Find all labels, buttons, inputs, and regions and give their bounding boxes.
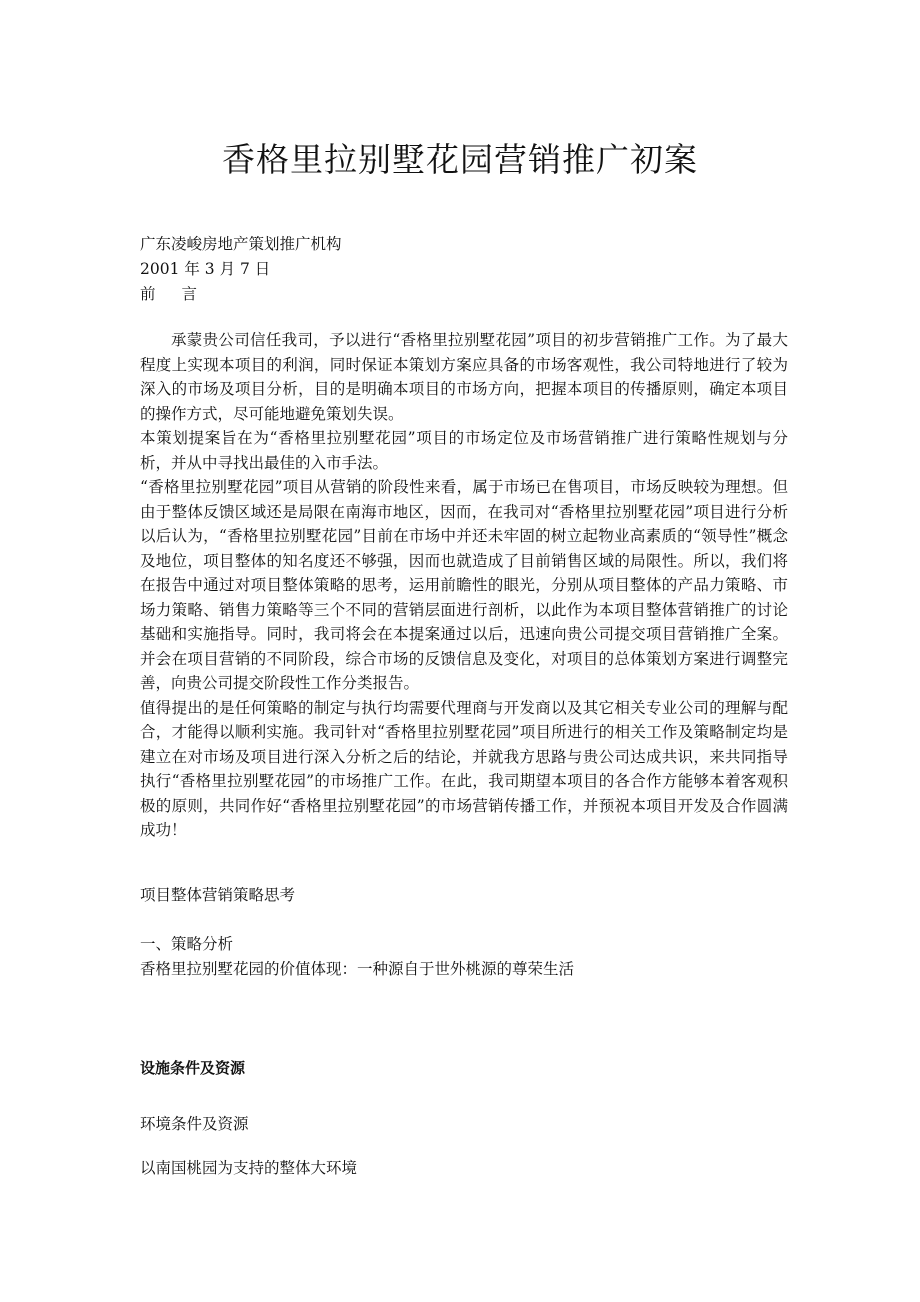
paragraph: 值得提出的是任何策略的制定与执行均需要代理商与开发商以及其它相关专业公司的理解与配合，才能得以顺利实施。我司针对“香格里拉别墅花园”项目所进行的相关工作及策略制定均是建立在对市场及项目进行深入分析之后的结论，并就我方思路与贵公司达成共识，来共同指导执行“香格里拉别墅花园”的市场推广工作。在此，我司期望本项目的各合作方能够本着客观积极的原则，共同作好“香格里拉别墅花园”的市场营销传播工作，并预祝本项目开发及合作圆满成功！ [140,698,788,839]
preface-heading-char-2: 言 [181,285,198,303]
environment-subheading: 以南国桃园为支持的整体大环境 [140,1159,358,1177]
organization-name: 广东凌峻房地产策划推广机构 [140,235,342,253]
document-date: 2001 年 3 月 7 日 [140,260,271,278]
paragraph: 承蒙贵公司信任我司，予以进行“香格里拉别墅花园”项目的初步营销推广工作。为了最大程度上实现本项目的利润，同时保证本策划方案应具备的市场客观性，我公司特地进行了较为深入的市场及项目分析，目的是明确本项目的市场方向，把握本项目的传播原则，确定本项目的操作方式，尽可能地避免策划失误。 [140,331,788,423]
document-title: 香格里拉别墅花园营销推广初案 [222,140,698,179]
value-statement: 香格里拉别墅花园的价值体现：一种源自于世外桃源的尊荣生活 [140,960,575,978]
paragraph: “香格里拉别墅花园”项目从营销的阶段性来看，属于市场已在售项目，市场反映较为理想。但由于整体反馈区域还是局限在南海市地区，因而，在我司对“香格里拉别墅花园”项目进行分析以后认为，“香格里拉别墅花园”目前在市场中并还未牢固的树立起物业高素质的“领导性”概念及地位，项目整体的知名度还不够强，因而也就造成了目前销售区域的局限性。所以，我们将在报告中通过对项目整体策略的思考，运用前瞻性的眼光，分别从项目整体的产品力策略、市场力策略、销售力策略等三个不同的营销层面进行剖析，以此作为本项目整体营销推广的讨论基础和实施指导。同时，我司将会在本提案通过以后，迅速向贵公司提交项目营销推广全案。并会在项目营销的不同阶段，综合市场的反馈信息及变化，对项目的总体策划方案进行调整完善，向贵公司提交阶段性工作分类报告。 [140,478,788,692]
document-meta [140,232,790,307]
preface-heading-char-1: 前 [140,285,156,303]
environment-heading: 环境条件及资源 [140,1115,249,1133]
paragraph: 本策划提案旨在为“香格里拉别墅花园”项目的市场定位及市场营销推广进行策略性规划与分析，并从中寻找出最佳的入市手法。 [140,429,788,472]
section-heading-analysis: 一、策略分析 [140,935,234,953]
preface-body [140,328,788,843]
preface-heading [140,282,790,307]
section-heading-overall: 项目整体营销策略思考 [140,886,296,904]
facilities-heading: 设施条件及资源 [140,1059,246,1077]
